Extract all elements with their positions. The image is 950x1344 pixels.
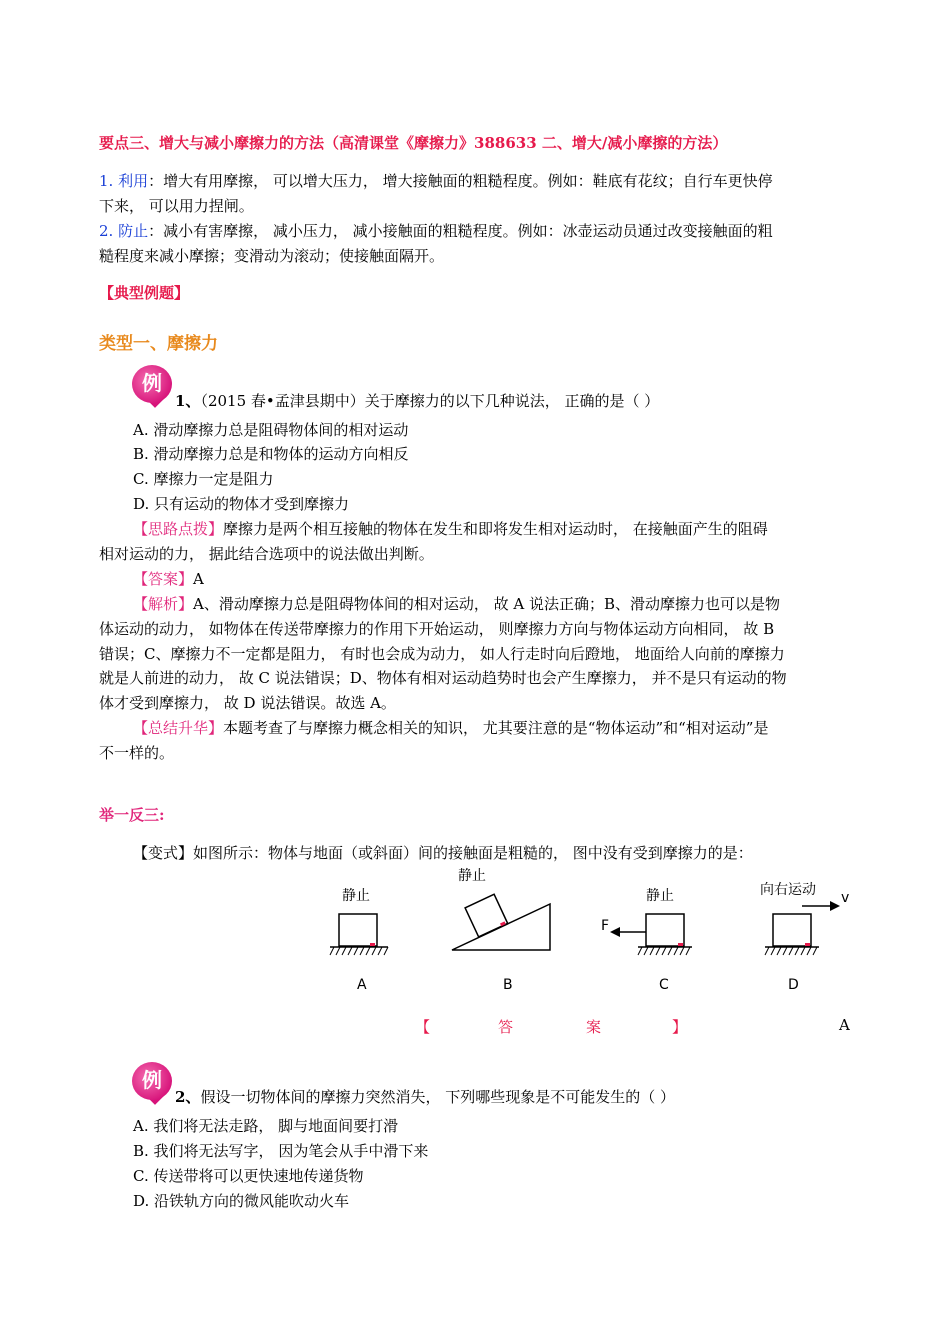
panel-b-label: B	[503, 977, 513, 993]
point-1-line-1	[99, 171, 773, 191]
variant-text: 如图所示：物体与地面（或斜面）间的接触面是粗糙的， 图中没有受到摩擦力的是：	[193, 844, 753, 862]
example-1-question	[175, 391, 659, 411]
point-1-text: ：增大有用摩擦， 可以增大压力， 增大接触面的粗糙程度。例如：鞋底有花纹；自行车更快停	[148, 172, 773, 190]
example-2-number: 2、	[175, 1088, 201, 1106]
example-1-question-text: （2015 春•孟津县期中）关于摩擦力的以下几种说法， 正确的是（ ）	[200, 392, 660, 410]
hint-text: 摩擦力是两个相互接触的物体在发生和即将发生相对运动时， 在接触面产生的阻碍	[223, 520, 768, 538]
panel-c-block	[646, 914, 684, 946]
example-1-option-c: C. 摩擦力一定是阻力	[133, 470, 274, 488]
example-1-option-a: A. 滑动摩擦力总是阻碍物体间的相对运动	[133, 421, 409, 439]
example-1-number: 1、	[175, 392, 201, 410]
type-1-heading: 类型一、摩擦力	[99, 334, 218, 354]
example-1-summary-line-2: 不一样的。	[99, 744, 175, 762]
point-1-label: 1. 利用	[99, 172, 149, 190]
panel-a-hatch	[330, 947, 388, 955]
panel-d-state: 向右运动	[760, 882, 816, 898]
example-1-option-b: B. 滑动摩擦力总是和物体的运动方向相反	[133, 445, 409, 463]
panel-d-velocity-arrowhead	[830, 901, 840, 911]
point-2-line-2: 糙程度来减小摩擦；变滑动为滚动；使接触面隔开。	[99, 247, 445, 265]
panel-d-block	[773, 914, 811, 946]
panel-c-state: 静止	[646, 888, 674, 904]
practice-heading: 举一反三:	[99, 806, 165, 824]
example-1-hint-line-2: 相对运动的力， 据此结合选项中的说法做出判断。	[99, 545, 434, 563]
example-2-option-a: A. 我们将无法走路， 脚与地面间要打滑	[133, 1117, 399, 1135]
variant-label: 【变式】	[133, 844, 194, 862]
example-2-question	[175, 1087, 675, 1107]
friction-figure	[320, 862, 860, 1002]
example-2-option-d: D. 沿铁轨方向的微风能吹动火车	[133, 1192, 350, 1210]
panel-c-force-arrowhead	[610, 927, 620, 937]
figure-panel-a	[330, 888, 388, 993]
answer-value: A	[193, 570, 204, 588]
panel-c-hatch	[638, 947, 690, 955]
point-2-line-1	[99, 221, 773, 241]
variant-answer-bracket-open: 【	[415, 1018, 431, 1036]
panel-a-block	[339, 914, 377, 946]
example-1-analysis-line-1	[133, 594, 780, 614]
variant-answer-bracket-close: 】	[672, 1018, 688, 1036]
figure-panel-b	[452, 868, 550, 993]
figure-panel-c	[601, 888, 692, 993]
panel-d-label: D	[788, 977, 799, 993]
panel-c-label: C	[659, 977, 669, 993]
panel-c-contact-mark	[678, 943, 683, 946]
panel-c-force-label: F	[601, 918, 610, 934]
panel-b-state: 静止	[458, 868, 486, 884]
variant-answer-value: A	[839, 1016, 850, 1034]
panel-a-label: A	[357, 977, 367, 993]
panel-d-velocity-label: v	[841, 890, 850, 906]
example-1-analysis-line-3: 错误；C、摩擦力不一定都是阻力， 有时也会成为动力， 如人行走时向后蹬地， 地面给人向前的摩擦力	[99, 645, 785, 663]
figure-panel-d	[760, 881, 849, 993]
answer-label: 【答案】	[133, 570, 194, 588]
summary-text: 本题考查了与摩擦力概念相关的知识， 尤其要注意的是“物体运动”和“相对运动”是	[223, 719, 769, 737]
panel-a-contact-mark	[370, 943, 375, 946]
example-1-analysis-line-4: 就是人前进的动力， 故 C 说法错误；D、物体有相对运动趋势时也会产生摩擦力， 并不是只有运动的物	[99, 669, 787, 687]
section-heading: 要点三、增大与减小摩擦力的方法（高清课堂《摩擦力》388633 二、增大/减小摩擦的方法）	[99, 134, 728, 152]
analysis-label: 【解析】	[133, 595, 194, 613]
summary-label: 【总结升华】	[133, 719, 224, 737]
variant-answer-char-1: 答	[498, 1018, 514, 1036]
example-1-analysis-line-5: 体才受到摩擦力， 故 D 说法错误。故选 A。	[99, 694, 396, 712]
point-2-text: ：减小有害摩擦， 减小压力， 减小接触面的粗糙程度。例如：冰壶运动员通过改变接触面的粗	[148, 222, 773, 240]
variant-answer-char-2: 案	[586, 1018, 602, 1036]
typical-examples-heading: 【典型例题】	[99, 284, 190, 302]
point-2-label: 2. 防止	[99, 222, 149, 240]
example-1-answer	[133, 569, 204, 589]
example-1-hint-line-1	[133, 519, 768, 539]
variant-question	[133, 843, 753, 863]
example-1-analysis-line-2: 体运动的动力， 如物体在传送带摩擦力的作用下开始运动， 则摩擦力方向与物体运动方向相同， 故 B	[99, 620, 775, 638]
panel-a-state: 静止	[342, 888, 370, 904]
analysis-text: A、滑动摩擦力总是阻碍物体间的相对运动， 故 A 说法正确；B、滑动摩擦力也可以是物	[193, 595, 781, 613]
example-2-option-c: C. 传送带将可以更快速地传递货物	[133, 1167, 364, 1185]
example-2-question-text: 假设一切物体间的摩擦力突然消失， 下列哪些现象是不可能发生的（ ）	[200, 1088, 675, 1106]
panel-d-contact-mark	[805, 943, 810, 946]
example-1-option-d: D. 只有运动的物体才受到摩擦力	[133, 495, 350, 513]
example-1-badge: 例	[132, 365, 172, 403]
example-1-summary-line-1	[133, 718, 768, 738]
example-2-badge: 例	[132, 1062, 172, 1100]
panel-d-hatch	[765, 947, 817, 955]
point-1-line-2: 下来， 可以用力捏闸。	[99, 197, 254, 215]
example-2-option-b: B. 我们将无法写字， 因为笔会从手中滑下来	[133, 1142, 429, 1160]
hint-label: 【思路点拨】	[133, 520, 224, 538]
